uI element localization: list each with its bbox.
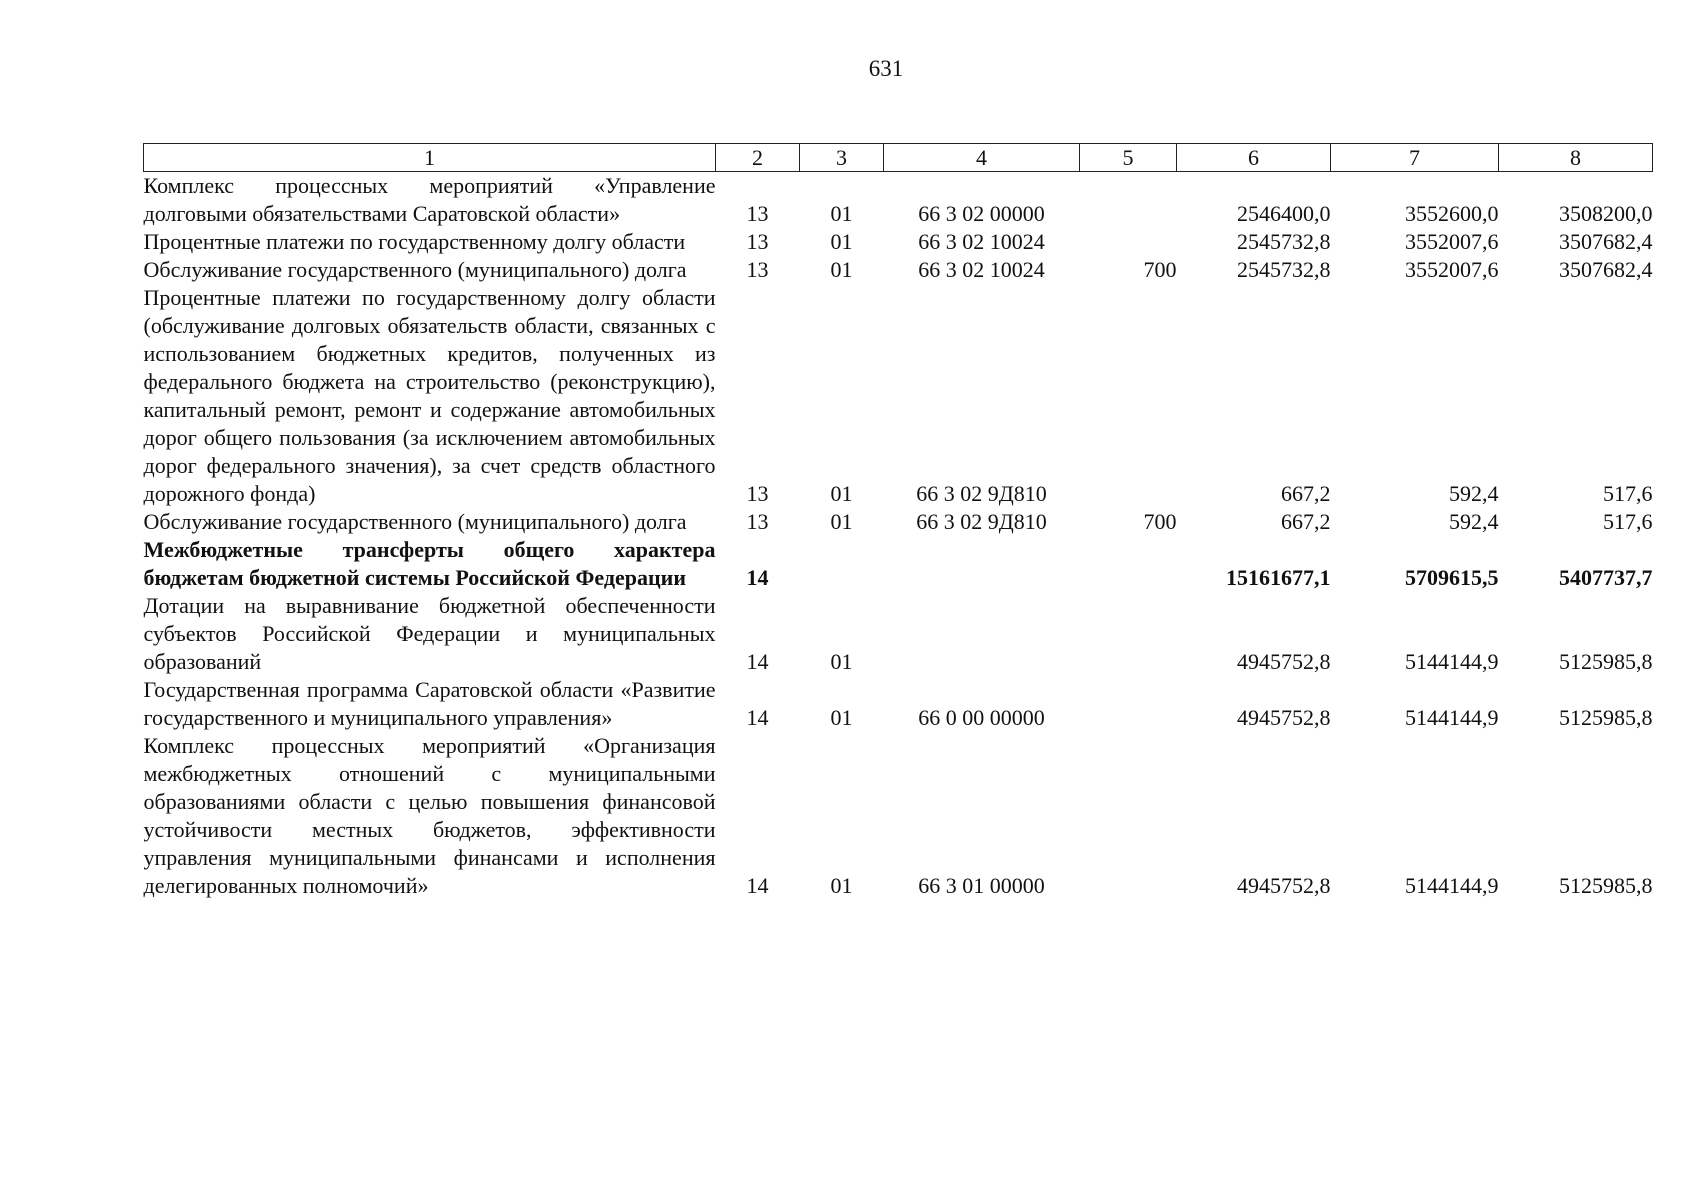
amount-year-3: 5407737,7 <box>1559 565 1653 590</box>
row-name: Процентные платежи по государственному долгу области (обслуживание долговых обязательств области, связанных с использованием бюджетных кредитов, полученных из федерального бюджета на строительство (реконструкцию), капитальный ремонт, ремонт и содержание автомобильных дорог общего пользования (за исключением автомобильных дорог федерального значения), за счет средств областного дорожного фонда) <box>143 285 716 506</box>
amount-year-1: 15161677,1 <box>1226 565 1331 590</box>
expense-type-code <box>1080 284 1177 508</box>
expense-type-code: 700 <box>1143 257 1177 282</box>
table-body <box>144 172 1653 901</box>
amount-year-3: 3508200,0 <box>1559 201 1653 226</box>
expense-type-code <box>1080 732 1177 900</box>
column-header-4: 4 <box>884 144 1080 172</box>
table-row <box>144 228 1653 256</box>
column-header-6: 6 <box>1177 144 1331 172</box>
section-code: 14 <box>746 705 769 730</box>
expense-type-code: 700 <box>1143 509 1177 534</box>
subsection-code: 01 <box>830 257 853 282</box>
target-article-code: 66 3 02 10024 <box>918 257 1045 282</box>
column-header-5: 5 <box>1080 144 1177 172</box>
section-code: 14 <box>746 565 769 590</box>
target-article-code: 66 3 02 9Д810 <box>916 509 1047 534</box>
table-row <box>144 676 1653 732</box>
amount-year-2: 592,4 <box>1449 481 1499 506</box>
amount-year-2: 592,4 <box>1449 509 1499 534</box>
amount-year-1: 2546400,0 <box>1237 201 1331 226</box>
subsection-code: 01 <box>830 509 853 534</box>
row-name: Государственная программа Саратовской области «Развитие государственного и муниципального управления» <box>143 677 716 730</box>
amount-year-2: 5144144,9 <box>1405 705 1499 730</box>
expense-type-code <box>1080 228 1177 256</box>
section-code: 13 <box>746 201 769 226</box>
table-row <box>144 592 1653 676</box>
expense-type-code <box>1080 592 1177 676</box>
target-article-code: 66 3 02 00000 <box>918 201 1045 226</box>
table-row <box>144 284 1653 508</box>
target-article-code: 66 3 02 10024 <box>918 229 1045 254</box>
expense-type-code <box>1080 676 1177 732</box>
amount-year-1: 667,2 <box>1281 481 1331 506</box>
amount-year-3: 5125985,8 <box>1559 649 1653 674</box>
target-article-code: 66 3 02 9Д810 <box>916 481 1047 506</box>
amount-year-2: 5144144,9 <box>1405 649 1499 674</box>
row-name: Процентные платежи по государственному долгу области <box>143 229 686 254</box>
subsection-code <box>800 536 884 592</box>
section-code: 13 <box>746 481 769 506</box>
page-number: 631 <box>868 56 904 81</box>
table-row <box>144 256 1653 284</box>
amount-year-3: 3507682,4 <box>1559 257 1653 282</box>
amount-year-3: 517,6 <box>1603 481 1653 506</box>
section-code: 13 <box>746 257 769 282</box>
row-name: Межбюджетные трансферты общего характера бюджетам бюджетной системы Российской Федерации <box>143 537 716 590</box>
amount-year-1: 2545732,8 <box>1237 229 1331 254</box>
table-row <box>144 732 1653 900</box>
amount-year-1: 667,2 <box>1281 509 1331 534</box>
expense-type-code <box>1080 536 1177 592</box>
amount-year-1: 4945752,8 <box>1237 705 1331 730</box>
target-article-code <box>884 592 1080 676</box>
row-name: Комплекс процессных мероприятий «Управление долговыми обязательствами Саратовской области» <box>143 173 716 226</box>
amount-year-1: 4945752,8 <box>1237 649 1331 674</box>
amount-year-1: 2545732,8 <box>1237 257 1331 282</box>
amount-year-2: 3552600,0 <box>1405 201 1499 226</box>
row-name: Дотации на выравнивание бюджетной обеспеченности субъектов Российской Федерации и муниципальных образований <box>143 593 716 674</box>
amount-year-2: 5144144,9 <box>1405 873 1499 898</box>
section-code: 14 <box>746 873 769 898</box>
table-row <box>144 536 1653 592</box>
amount-year-3: 5125985,8 <box>1559 873 1653 898</box>
amount-year-3: 5125985,8 <box>1559 705 1653 730</box>
column-header-1: 1 <box>144 144 716 172</box>
target-article-code: 66 3 01 00000 <box>918 873 1045 898</box>
amount-year-2: 3552007,6 <box>1405 257 1499 282</box>
expense-type-code <box>1080 172 1177 229</box>
column-header-2: 2 <box>716 144 800 172</box>
column-header-7: 7 <box>1331 144 1499 172</box>
amount-year-3: 3507682,4 <box>1559 229 1653 254</box>
row-name: Комплекс процессных мероприятий «Организация межбюджетных отношений с муниципальными образованиями области с целью повышения финансовой устойчивости местных бюджетов, эффективности управления муниципальными финансами и исполнения делегированных полномочий» <box>143 733 716 898</box>
target-article-code <box>884 536 1080 592</box>
section-code: 13 <box>746 229 769 254</box>
subsection-code: 01 <box>830 229 853 254</box>
table-row <box>144 172 1653 229</box>
budget-table <box>143 143 1653 900</box>
table-row <box>144 508 1653 536</box>
row-name: Обслуживание государственного (муниципального) долга <box>143 509 687 534</box>
amount-year-3: 517,6 <box>1603 509 1653 534</box>
target-article-code: 66 0 00 00000 <box>918 705 1045 730</box>
subsection-code: 01 <box>830 201 853 226</box>
column-header-3: 3 <box>800 144 884 172</box>
subsection-code: 01 <box>830 649 853 674</box>
column-header-8: 8 <box>1499 144 1653 172</box>
section-code: 13 <box>746 509 769 534</box>
amount-year-1: 4945752,8 <box>1237 873 1331 898</box>
header-row <box>144 144 1653 172</box>
amount-year-2: 3552007,6 <box>1405 229 1499 254</box>
section-code: 14 <box>746 649 769 674</box>
subsection-code: 01 <box>830 481 853 506</box>
subsection-code: 01 <box>830 705 853 730</box>
subsection-code: 01 <box>830 873 853 898</box>
amount-year-2: 5709615,5 <box>1405 565 1499 590</box>
row-name: Обслуживание государственного (муниципального) долга <box>143 257 687 282</box>
